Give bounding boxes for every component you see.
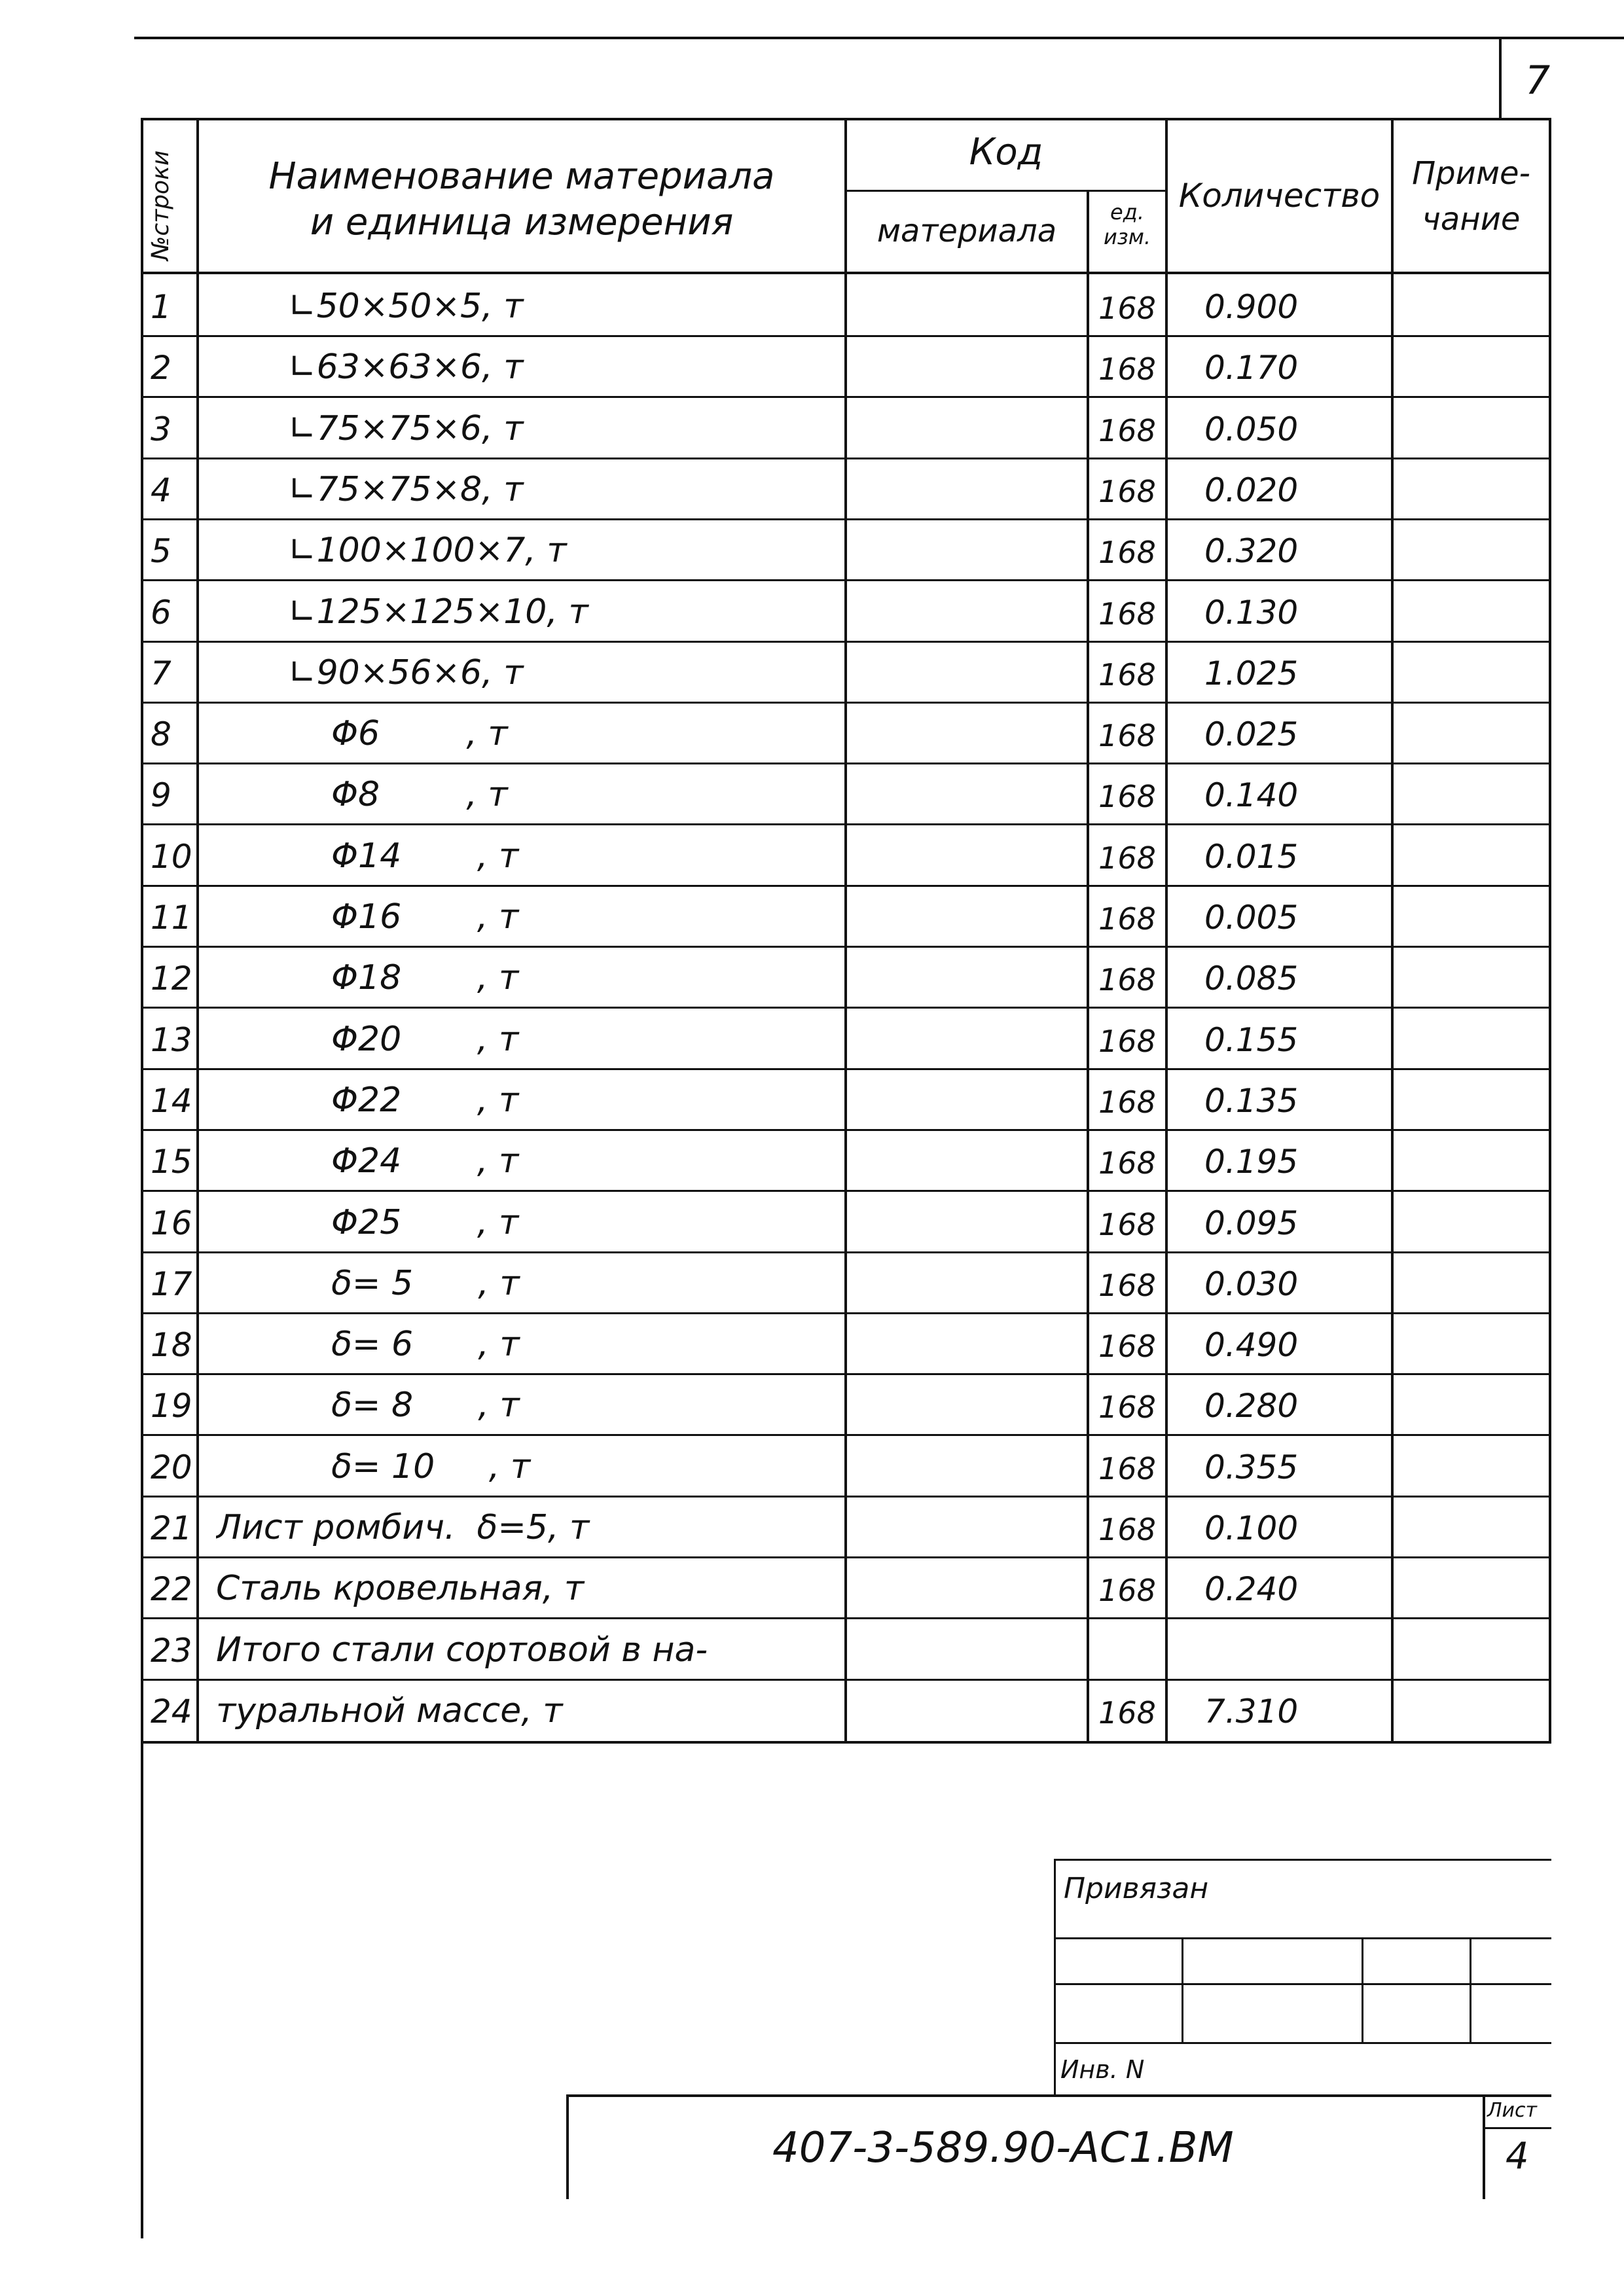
- material-name: Φ6 , т: [288, 714, 508, 753]
- quantity-value: 0.085: [1204, 960, 1299, 997]
- row-number: 9: [151, 776, 171, 814]
- unit-code: 168: [1098, 1329, 1156, 1364]
- quantity-header: Количество: [1178, 177, 1380, 215]
- col-divider-4: [1165, 118, 1168, 1741]
- material-name: Φ24 , т: [288, 1141, 519, 1181]
- quantity-value: 0.015: [1204, 838, 1299, 876]
- note-header: [1394, 151, 1549, 242]
- stamp-grid-v3: [1470, 1937, 1471, 2042]
- row-number: 10: [151, 838, 192, 876]
- sheet-box-divider: [1483, 2127, 1551, 2129]
- unit-code: 168: [1098, 413, 1156, 448]
- quantity-value: 0.155: [1204, 1021, 1299, 1059]
- material-name: Сталь кровельная, т: [216, 1569, 585, 1608]
- quantity-value: 0.280: [1204, 1387, 1299, 1425]
- material-name: ∟90×56×6, т: [288, 653, 524, 692]
- row-number: 11: [151, 899, 192, 937]
- material-name: δ= 10 , т: [288, 1447, 531, 1486]
- unit-header-line1: ед.: [1110, 200, 1144, 224]
- row-number: 5: [151, 532, 171, 570]
- quantity-value: 0.900: [1204, 288, 1299, 326]
- material-name: Φ20 , т: [288, 1020, 519, 1059]
- code-header: Код: [969, 131, 1043, 173]
- row-number: 13: [151, 1021, 192, 1059]
- quantity-value: 0.005: [1204, 899, 1299, 937]
- row-number: 24: [151, 1693, 192, 1731]
- material-name: ∟125×125×10, т: [288, 592, 588, 632]
- unit-header: [1089, 200, 1165, 249]
- quantity-value: 0.320: [1204, 532, 1299, 570]
- material-name: Φ22 , т: [288, 1081, 519, 1120]
- col-divider-5: [1391, 118, 1394, 1741]
- unit-code: 168: [1098, 1085, 1156, 1120]
- unit-code: 168: [1098, 657, 1156, 692]
- attached-label: Привязан: [1064, 1872, 1209, 1905]
- row-no-header: №строки: [147, 150, 174, 260]
- material-name: ∟75×75×6, т: [288, 409, 524, 448]
- quantity-value: 0.100: [1204, 1509, 1299, 1547]
- material-name: ∟100×100×7, т: [288, 531, 567, 570]
- unit-code: 168: [1098, 1207, 1156, 1242]
- quantity-value: [1204, 1618, 1388, 1670]
- unit-code: 168: [1098, 535, 1156, 570]
- name-header-line2: и единица измерения: [310, 201, 734, 243]
- quantity-value: 0.135: [1204, 1082, 1299, 1120]
- top-border: [134, 37, 1624, 39]
- page-number: 7: [1525, 58, 1551, 103]
- row-number: 15: [151, 1143, 192, 1181]
- material-name: ∟50×50×5, т: [288, 287, 524, 326]
- unit-code: 168: [1098, 1512, 1156, 1547]
- table-bottom-border: [141, 1741, 1551, 1744]
- code-header-divider: [844, 190, 1165, 192]
- quantity-value: 0.240: [1204, 1570, 1299, 1608]
- material-name: Φ8 , т: [288, 775, 508, 814]
- material-name: Φ25 , т: [288, 1203, 519, 1242]
- quantity-value: 0.170: [1204, 349, 1299, 387]
- unit-code: 168: [1098, 901, 1156, 937]
- col-divider-1: [196, 118, 199, 1741]
- sheet-label: Лист: [1487, 2099, 1538, 2122]
- row-number: 8: [151, 715, 171, 753]
- col-divider-2: [844, 118, 847, 1741]
- material-name: ∟75×75×8, т: [288, 470, 524, 509]
- quantity-value: 0.030: [1204, 1265, 1299, 1303]
- quantity-value: 0.140: [1204, 776, 1299, 814]
- row-number: 7: [151, 655, 171, 692]
- row-number: 12: [151, 960, 192, 997]
- material-header: материала: [876, 213, 1057, 249]
- material-name: Φ16 , т: [288, 897, 519, 937]
- row-number: 19: [151, 1387, 192, 1425]
- row-number: 21: [151, 1509, 192, 1547]
- quantity-value: 0.195: [1204, 1143, 1299, 1181]
- material-name: Φ14 , т: [288, 836, 519, 876]
- document-code: 407-3-589.90-АС1.ВМ: [772, 2124, 1234, 2172]
- name-header-line1: Наименование материала: [268, 155, 775, 198]
- unit-code: 168: [1098, 291, 1156, 326]
- stamp-left: [1054, 1859, 1056, 2094]
- stamp-top: [1054, 1859, 1551, 1861]
- material-name: Φ18 , т: [288, 958, 519, 997]
- row-number: 4: [151, 471, 171, 509]
- row-number: 17: [151, 1265, 192, 1303]
- row-number: 2: [151, 349, 171, 387]
- title-block-left: [566, 2094, 569, 2199]
- material-name: Итого стали сортовой в на-: [216, 1630, 708, 1670]
- quantity-value: 0.130: [1204, 594, 1299, 632]
- material-name: δ= 5 , т: [288, 1264, 520, 1303]
- material-name: δ= 6 , т: [288, 1325, 520, 1364]
- stamp-grid-h1: [1054, 1937, 1551, 1939]
- quantity-value: 0.020: [1204, 471, 1299, 509]
- sheet-number: 4: [1506, 2135, 1529, 2178]
- unit-code: 168: [1098, 779, 1156, 814]
- unit-code: 168: [1098, 1268, 1156, 1303]
- unit-code: 168: [1098, 1451, 1156, 1486]
- material-name: ∟63×63×6, т: [288, 348, 524, 387]
- quantity-value: 1.025: [1204, 655, 1299, 692]
- unit-code: 168: [1098, 962, 1156, 997]
- stamp-grid-v1: [1182, 1937, 1183, 2042]
- row-number: 20: [151, 1448, 192, 1486]
- inv-no-label: Инв. N: [1060, 2055, 1145, 2084]
- quantity-value: 0.050: [1204, 410, 1299, 448]
- unit-code: 168: [1098, 351, 1156, 387]
- row-number: 18: [151, 1326, 192, 1364]
- row-number: 14: [151, 1082, 192, 1120]
- quantity-value: 0.355: [1204, 1448, 1299, 1486]
- name-header: [199, 154, 844, 245]
- row-number: 16: [151, 1204, 192, 1242]
- quantity-value: 0.095: [1204, 1204, 1299, 1242]
- row-number: 22: [151, 1570, 192, 1608]
- quantity-value: 0.025: [1204, 715, 1299, 753]
- unit-code: [1089, 1618, 1165, 1670]
- stamp-grid-h3: [1054, 2042, 1551, 2044]
- unit-code: 168: [1098, 1573, 1156, 1608]
- row-number: 6: [151, 594, 171, 632]
- row-number: 3: [151, 410, 171, 448]
- unit-code: 168: [1098, 1390, 1156, 1425]
- unit-code: 168: [1098, 1024, 1156, 1059]
- material-name: δ= 8 , т: [288, 1386, 520, 1425]
- row-number: 23: [151, 1632, 192, 1670]
- quantity-value: 0.490: [1204, 1326, 1299, 1364]
- unit-code: 168: [1098, 474, 1156, 509]
- table-right-border: [1549, 118, 1551, 1741]
- material-name: Лист ромбич. δ=5, т: [216, 1508, 590, 1547]
- quantity-value: 7.310: [1204, 1693, 1299, 1731]
- title-block-top: [566, 2094, 1551, 2097]
- unit-code: 168: [1098, 718, 1156, 753]
- unit-code: 168: [1098, 596, 1156, 632]
- sheet-box-left: [1483, 2094, 1485, 2199]
- unit-code: 168: [1098, 1145, 1156, 1181]
- stamp-grid-v2: [1362, 1937, 1363, 2042]
- row-number: 1: [151, 288, 171, 326]
- unit-header-line2: изм.: [1103, 224, 1151, 249]
- note-header-line1: Приме-: [1412, 155, 1530, 192]
- unit-code: 168: [1098, 840, 1156, 876]
- material-name: туральной массе, т: [216, 1691, 563, 1731]
- note-header-line2: чание: [1422, 201, 1521, 238]
- unit-code: 168: [1098, 1695, 1156, 1731]
- table-left-border: [141, 118, 143, 2238]
- stamp-grid-h2: [1054, 1983, 1551, 1985]
- page-number-box-left: [1499, 39, 1502, 118]
